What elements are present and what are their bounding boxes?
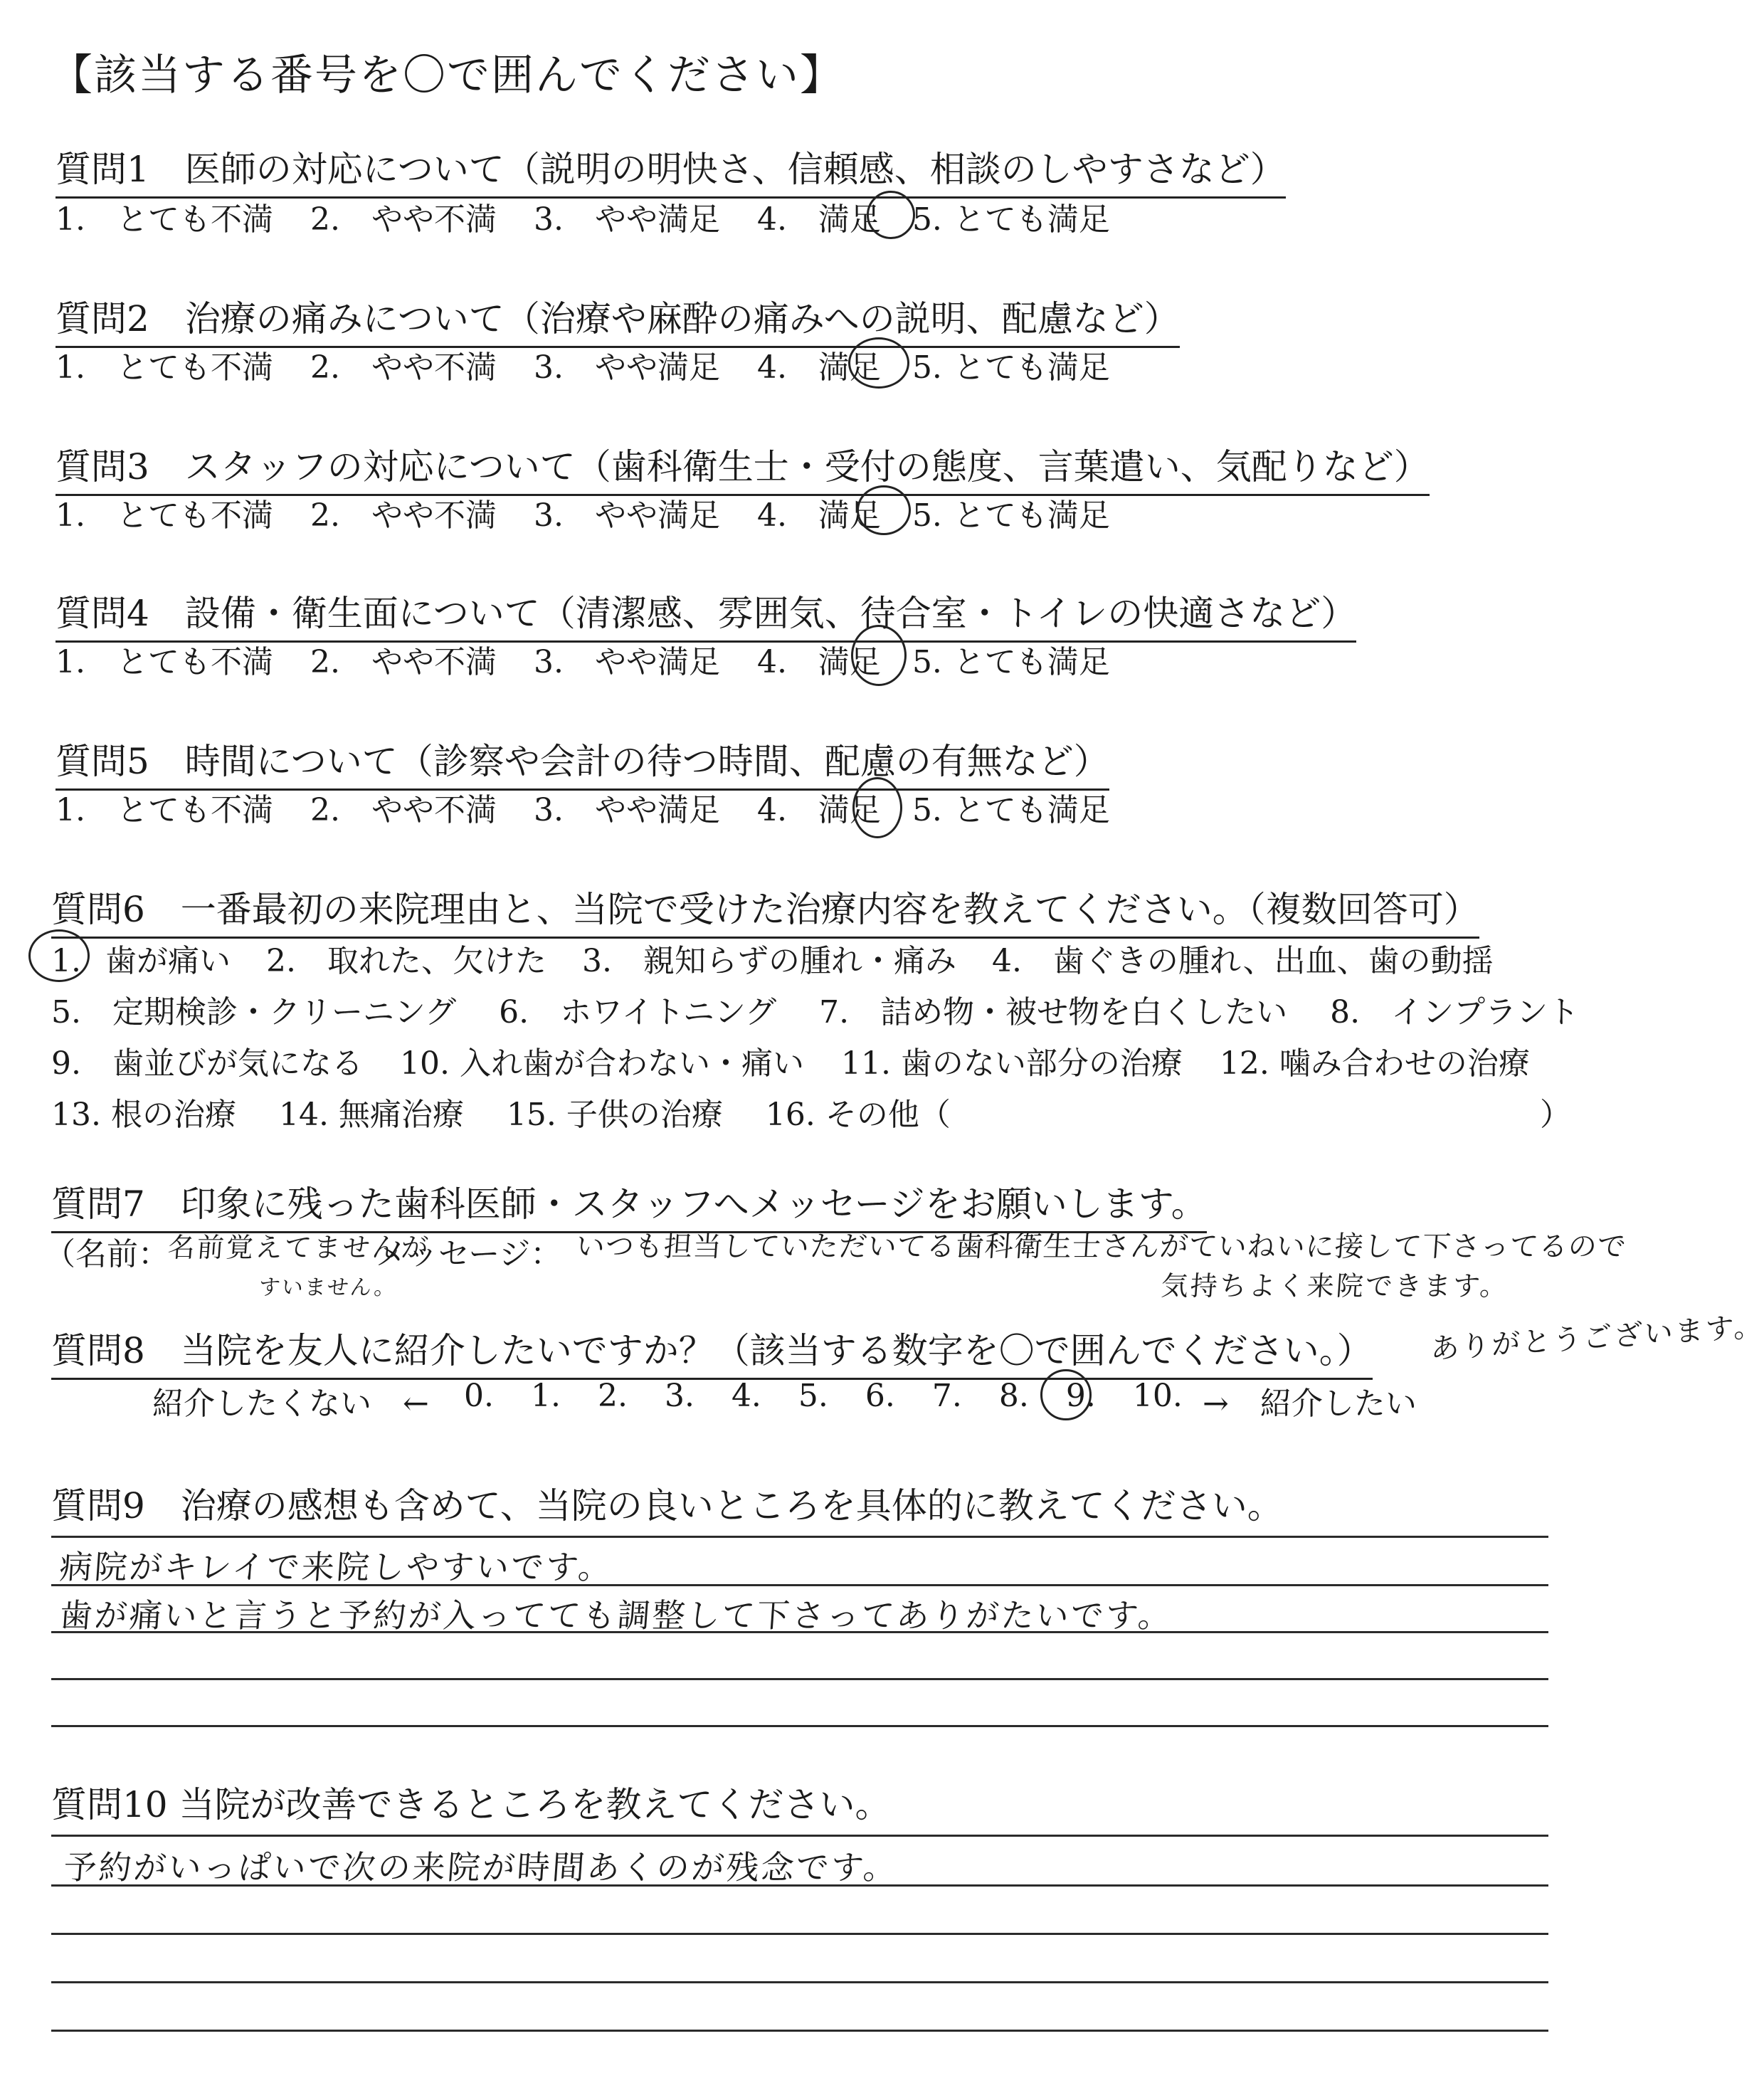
q7-handwritten-thanks-1[interactable]: ありがとうございます。 (1430, 1309, 1764, 1366)
q7-title: 質問7 印象に残った歯科医師・スタッフへメッセージをお願いします。 (51, 1176, 1207, 1233)
q4-opt-2[interactable]: 2. やや不満 (310, 644, 497, 680)
q3-opt-1[interactable]: 1. とても不満 (56, 497, 273, 534)
q2-opt-4[interactable]: 4. 満足 (756, 349, 881, 386)
q2-opt-1[interactable]: 1. とても不満 (56, 349, 273, 386)
q10-rule-3 (51, 1933, 1548, 1935)
q6-opt-16[interactable]: 16. その他（ (765, 1097, 951, 1133)
q6-opt-2[interactable]: 2. 取れた、欠けた (265, 943, 546, 979)
q7-handwritten-name-1[interactable]: 名前覚えてませんが (167, 1232, 432, 1263)
q6-opt-15[interactable]: 15. 子供の治療 (506, 1097, 723, 1133)
q8-opt-1[interactable]: 1. (530, 1378, 561, 1414)
q5-opt-4[interactable]: 4. 満足 (756, 792, 881, 828)
q10-rule-2 (51, 1884, 1548, 1887)
q5-answer-circle (852, 777, 902, 838)
q1-opt-5-label: とても満足 (953, 201, 1110, 238)
q2-title: 質問2 治療の痛みについて（治療や麻酔の痛みへの説明、配慮など） (56, 290, 1180, 348)
q8-opt-4[interactable]: 4. (731, 1378, 761, 1414)
q6-title: 質問6 一番最初の来院理由と、当院で受けた治療内容を教えてください。（複数回答可） (51, 881, 1479, 939)
q6-row-2 (51, 986, 1579, 1032)
q8-opt-0[interactable]: 0. (464, 1378, 494, 1414)
q10-rule-5 (51, 2030, 1548, 2032)
q8-answer-circle (1040, 1369, 1092, 1420)
q2-answer-circle (848, 337, 909, 389)
q10-rule-1 (51, 1835, 1548, 1837)
q9-rule-2 (51, 1584, 1548, 1586)
q6-opt-3[interactable]: 3. 親知らずの腫れ・痛み (581, 943, 956, 979)
q5-opt-1[interactable]: 1. とても不満 (56, 792, 273, 828)
q3-opt-5-label: とても満足 (953, 497, 1110, 534)
q1-opt-2[interactable]: 2. やや不満 (310, 201, 497, 238)
q4-scale (56, 636, 1110, 682)
q3-opt-2[interactable]: 2. やや不満 (310, 497, 497, 534)
q4-opt-5[interactable]: 5. (912, 644, 942, 680)
q2-opt-2[interactable]: 2. やや不満 (310, 349, 497, 386)
q2-opt-5[interactable]: 5. (912, 349, 942, 386)
q3-opt-5[interactable]: 5. (912, 497, 942, 534)
q6-row-1 (51, 935, 1494, 981)
q6-opt-12[interactable]: 12. 噛み合わせの治療 (1219, 1045, 1530, 1082)
q1-opt-5[interactable]: 5. (912, 201, 942, 238)
q9-answer-line-2[interactable]: 歯が痛いと言うと予約が入ってても調整して下さってありがたいです。 (58, 1596, 1175, 1635)
q8-opt-10[interactable]: 10. (1132, 1378, 1183, 1414)
q6-row-4 (51, 1089, 951, 1134)
q4-answer-circle (851, 625, 907, 686)
q6-opt-10[interactable]: 10. 入れ歯が合わない・痛い (399, 1045, 804, 1082)
q6-opt-6[interactable]: 6. ホワイトニング (499, 994, 777, 1030)
q6-opt-8[interactable]: 8. インプラント (1330, 994, 1580, 1030)
q8-opt-5[interactable]: 5. (798, 1378, 828, 1414)
q9-title: 質問9 治療の感想も含めて、当院の良いところを具体的に教えてください。 (51, 1485, 1283, 1526)
q8-opt-6[interactable]: 6. (865, 1378, 895, 1414)
q6-opt-7[interactable]: 7. 詰め物・被せ物を白くしたい (819, 994, 1288, 1030)
q2-scale (56, 342, 1110, 387)
q1-title: 質問1 医師の対応について（説明の明快さ、信頼感、相談のしやすさなど） (56, 141, 1286, 199)
q6-opt-1[interactable]: 歯が痛い (105, 943, 231, 979)
q7-message-label: メッセージ： (376, 1236, 562, 1272)
q6-opt-5[interactable]: 5. 定期検診・クリーニング (51, 994, 457, 1030)
q6-opt-11[interactable]: 11. 歯のない部分の治療 (840, 1045, 1183, 1082)
q10-title: 質問10 当院が改善できるところを教えてください。 (51, 1784, 891, 1825)
q8-opt-2[interactable]: 2. (597, 1378, 628, 1414)
q4-opt-4[interactable]: 4. 満足 (756, 644, 881, 680)
q8-opt-9[interactable]: 9. (1065, 1378, 1096, 1414)
q2-opt-3[interactable]: 3. やや満足 (533, 349, 720, 386)
q1-opt-3[interactable]: 3. やや満足 (533, 201, 720, 238)
q3-opt-3[interactable]: 3. やや満足 (533, 497, 720, 534)
q7-name-label: （名前： (44, 1236, 169, 1272)
q8-opt-7[interactable]: 7. (931, 1378, 962, 1414)
q2-opt-5-label: とても満足 (953, 349, 1110, 386)
q10-answer-line-1[interactable]: 予約がいっぱいで次の来院が時間あくのが残念です。 (62, 1848, 900, 1887)
q5-opt-5[interactable]: 5. (912, 792, 942, 828)
q1-opt-4[interactable]: 4. 満足 (756, 201, 881, 238)
q4-opt-3[interactable]: 3. やや満足 (533, 644, 720, 680)
q1-scale (56, 194, 1110, 239)
q8-left-label: 紹介したくない ← (152, 1386, 429, 1422)
q4-opt-5-label: とても満足 (953, 644, 1110, 680)
q9-answer-line-1[interactable]: 病院がキレイで来院しやすいです。 (58, 1548, 615, 1586)
page-header: 【該当する番号を〇で囲んでください】 (50, 51, 844, 100)
q6-opt-14[interactable]: 14. 無痛治療 (278, 1097, 464, 1133)
q1-answer-circle (867, 191, 915, 239)
q6-answer-circle (28, 929, 90, 982)
q6-opt-9[interactable]: 9. 歯並びが気になる (51, 1045, 363, 1082)
q9-rule-5 (51, 1725, 1548, 1727)
q5-opt-5-label: とても満足 (953, 792, 1110, 828)
q6-row-3 (51, 1038, 1530, 1083)
q4-opt-1[interactable]: 1. とても不満 (56, 644, 273, 680)
q3-title: 質問3 スタッフの対応について（歯科衛生士・受付の態度、言葉遣い、気配りなど） (56, 438, 1430, 496)
q5-scale (56, 784, 1110, 830)
q8-opt-8[interactable]: 8. (998, 1378, 1029, 1414)
q9-rule-3 (51, 1631, 1548, 1633)
q3-scale (56, 490, 1110, 535)
q8-opt-3[interactable]: 3. (664, 1378, 694, 1414)
q8-title: 質問8 当院を友人に紹介したいですか？（該当する数字を〇で囲んでください。） (51, 1322, 1373, 1380)
q7-handwritten-message-2[interactable]: 気持ちよく来院できます。 (1160, 1270, 1511, 1302)
q6-opt-4[interactable]: 4. 歯ぐきの腫れ、出血、歯の動揺 (991, 943, 1494, 979)
q3-opt-4[interactable]: 4. 満足 (756, 497, 881, 534)
q5-title: 質問5 時間について（診察や会計の待つ時間、配慮の有無など） (56, 733, 1109, 791)
q1-opt-1[interactable]: 1. とても不満 (56, 201, 273, 238)
q7-handwritten-name-2[interactable]: すいません。 (258, 1275, 398, 1300)
q6-opt-13[interactable]: 13. 根の治療 (51, 1097, 236, 1133)
q4-title: 質問4 設備・衛生面について（清潔感、雰囲気、待合室・トイレの快適さなど） (56, 585, 1356, 643)
q7-handwritten-message-1[interactable]: いつも担当していただいてる歯科衛生士さんがていねいに接して下さってるので (575, 1230, 1628, 1263)
q6-other-close: ） (1540, 1097, 1571, 1133)
q9-rule-4 (51, 1678, 1548, 1680)
q5-opt-2[interactable]: 2. やや不満 (310, 792, 497, 828)
q6-opt-1-number[interactable]: 1. (51, 943, 81, 979)
q8-right-label: → 紹介したい (1203, 1386, 1417, 1422)
q3-answer-circle (857, 485, 911, 535)
q10-rule-4 (51, 1981, 1548, 1983)
q9-rule-1 (51, 1536, 1548, 1538)
q5-opt-3[interactable]: 3. やや満足 (533, 792, 720, 828)
